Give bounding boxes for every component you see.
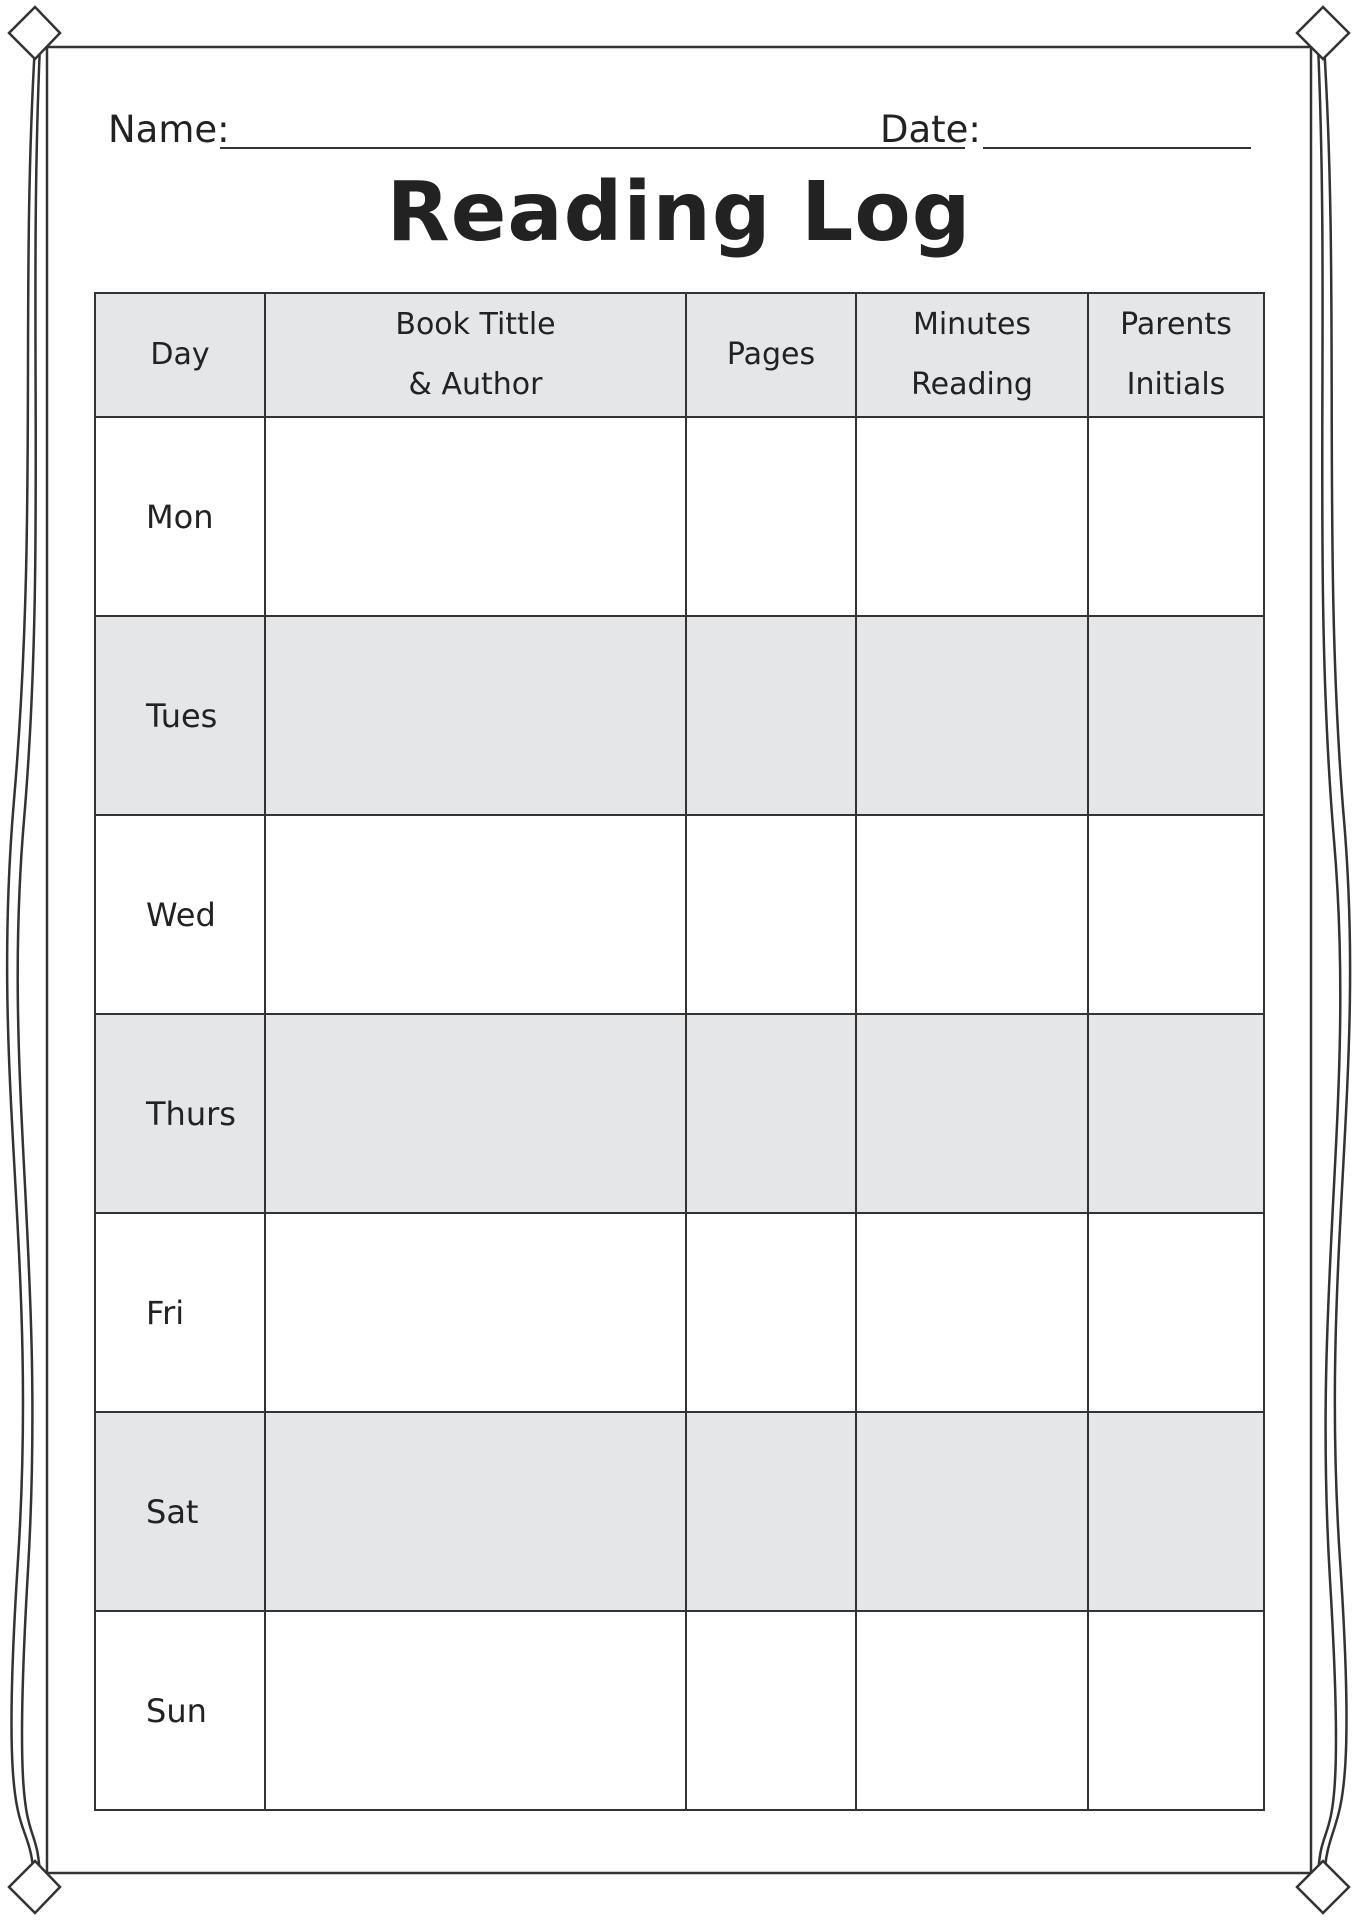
day-cell: Sun: [95, 1611, 265, 1810]
column-header-initials: [1088, 293, 1264, 417]
pages-cell[interactable]: [686, 1213, 856, 1412]
minutes-cell[interactable]: [856, 1014, 1088, 1213]
initials-cell[interactable]: [1088, 417, 1264, 616]
column-header-label: Parents: [1120, 307, 1232, 342]
column-header-pages: [686, 293, 856, 417]
pages-cell[interactable]: [686, 1014, 856, 1213]
corner-diamond-top-right: [1297, 7, 1349, 59]
day-cell: Mon: [95, 417, 265, 616]
minutes-cell[interactable]: [856, 417, 1088, 616]
column-header-day: [95, 293, 265, 417]
date-field[interactable]: [983, 147, 1251, 149]
column-header-label: Minutes: [912, 307, 1032, 342]
column-header-label: & Author: [408, 367, 543, 402]
pages-cell[interactable]: [686, 1611, 856, 1810]
book-cell[interactable]: [265, 417, 686, 616]
column-header-minutes: [856, 293, 1088, 417]
minutes-cell[interactable]: [856, 1611, 1088, 1810]
pages-cell[interactable]: [686, 616, 856, 815]
minutes-cell[interactable]: [856, 815, 1088, 1014]
name-date-row: [108, 105, 1253, 155]
corner-diamond-top-left: [9, 7, 60, 59]
book-cell[interactable]: [265, 1014, 686, 1213]
corner-diamond-bottom-right: [1297, 1861, 1349, 1913]
initials-cell[interactable]: [1088, 1412, 1264, 1611]
minutes-cell[interactable]: [856, 1213, 1088, 1412]
frame-wave-right-inner: [1318, 45, 1340, 1880]
table-row-fri: [95, 1213, 1264, 1412]
book-cell[interactable]: [265, 616, 686, 815]
name-field[interactable]: [220, 147, 965, 149]
minutes-cell[interactable]: [856, 1412, 1088, 1611]
page-title: Reading Log: [386, 165, 972, 260]
book-cell[interactable]: [265, 815, 686, 1014]
book-cell[interactable]: [265, 1213, 686, 1412]
pages-cell[interactable]: [686, 815, 856, 1014]
book-cell[interactable]: [265, 1611, 686, 1810]
frame-wave-right-outer: [1324, 45, 1350, 1880]
column-header-label: Pages: [726, 337, 816, 372]
column-header-label: Initials: [1126, 367, 1226, 402]
pages-cell[interactable]: [686, 1412, 856, 1611]
initials-cell[interactable]: [1088, 1014, 1264, 1213]
table-row-wed: [95, 815, 1264, 1014]
table-header-row: [95, 293, 1264, 417]
initials-cell[interactable]: [1088, 1611, 1264, 1810]
table-row-thurs: [95, 1014, 1264, 1213]
minutes-cell[interactable]: [856, 616, 1088, 815]
table-row-sun: [95, 1611, 1264, 1810]
initials-cell[interactable]: [1088, 616, 1264, 815]
column-header-label: Reading: [911, 367, 1033, 402]
table-row-sat: [95, 1412, 1264, 1611]
day-cell: Fri: [95, 1213, 265, 1412]
book-cell[interactable]: [265, 1412, 686, 1611]
pages-cell[interactable]: [686, 417, 856, 616]
day-cell: Sat: [95, 1412, 265, 1611]
corner-diamond-bottom-left: [9, 1861, 60, 1913]
name-label: Name:: [108, 108, 230, 151]
column-header-label: Day: [150, 337, 210, 372]
initials-cell[interactable]: [1088, 1213, 1264, 1412]
column-header-book: [265, 293, 686, 417]
date-label: Date:: [880, 108, 981, 151]
frame-wave-left-outer: [7, 45, 35, 1880]
column-header-label: Book Tittle: [395, 307, 556, 342]
table-row-mon: [95, 417, 1264, 616]
initials-cell[interactable]: [1088, 815, 1264, 1014]
table-row-tues: [95, 616, 1264, 815]
day-cell: Thurs: [95, 1014, 265, 1213]
reading-log-table: [94, 292, 1265, 1811]
day-cell: Wed: [95, 815, 265, 1014]
day-cell: Tues: [95, 616, 265, 815]
